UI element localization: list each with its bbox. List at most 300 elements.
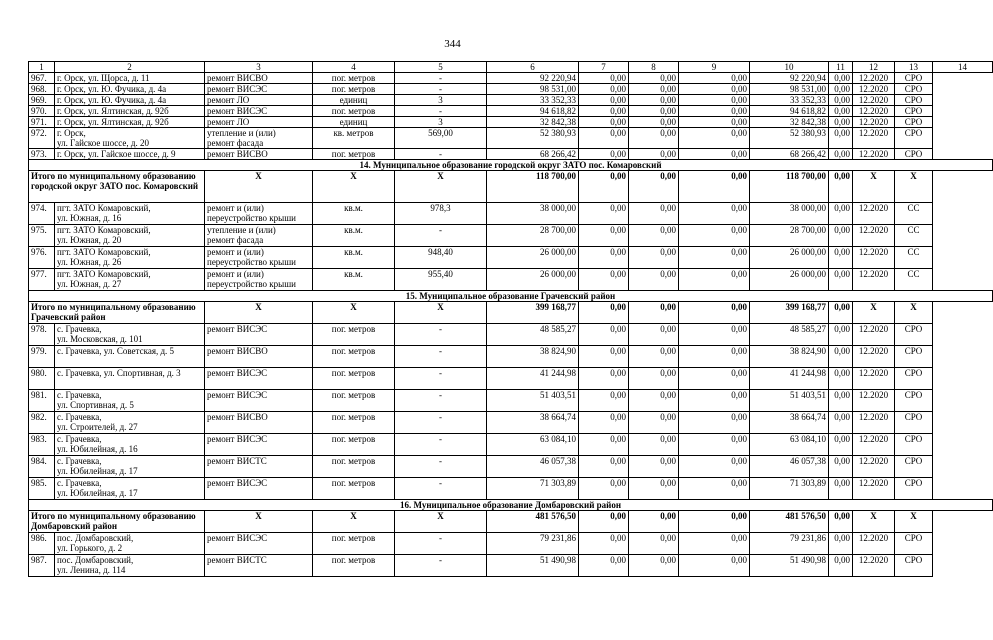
subtotal-row — [29, 511, 993, 533]
row-number: 971. — [29, 117, 55, 128]
row-number: 986. — [29, 533, 55, 555]
cell-line: ремонт ВИСВО — [207, 412, 268, 422]
table-row — [29, 533, 993, 555]
quantity-cell: - — [395, 149, 487, 160]
cell-line: ул. Ленина, д. 114 — [57, 565, 126, 575]
row-number: 972. — [29, 128, 55, 149]
cell-total: 33 352,33 — [487, 95, 579, 106]
work-type-cell — [205, 412, 313, 434]
cell-amount: 0,00 — [629, 117, 679, 128]
cell-amount: 94 618,82 — [750, 106, 829, 117]
cell-amount: 0,00 — [829, 346, 853, 368]
unit-cell: пог. метров — [313, 478, 395, 500]
cell-line: г. Орск, ул. Ялтинская, д. 92б — [57, 106, 169, 116]
cell-amount: 0,00 — [679, 368, 750, 390]
address-cell — [55, 324, 205, 346]
unit-cell: кв. метров — [313, 128, 395, 149]
cell-line: ремонт и (или) — [207, 203, 264, 213]
cell-line: ремонт и (или) — [207, 269, 264, 279]
cell-line: ремонт ВИСВО — [207, 346, 268, 356]
cell-total: 26 000,00 — [487, 247, 579, 269]
column-number: 8 — [629, 62, 679, 73]
cell-line: г. Орск, ул. Ю. Фучика, д. 4а — [57, 95, 167, 105]
cell-line: ремонт ВИСЭС — [207, 434, 268, 444]
work-type-cell — [205, 269, 313, 291]
cell-x: X — [853, 511, 895, 533]
funding-source: СРО — [895, 555, 933, 577]
cell-line: г. Орск, ул. Ю. Фучика, д. 4а — [57, 84, 167, 94]
cell-line: ул. Южная, д. 20 — [57, 235, 122, 245]
cell-amount: 71 303,89 — [750, 478, 829, 500]
subtotal-label: Итого по муниципальному образованию городской округ ЗАТО пос. Комаровский — [29, 171, 205, 203]
work-type-cell — [205, 456, 313, 478]
cell-line: г. Орск, ул. Ялтинская, д. 92б — [57, 117, 169, 127]
cell-amount: 26 000,00 — [750, 269, 829, 291]
funding-source: СРО — [895, 106, 933, 117]
work-type-cell — [205, 478, 313, 500]
quantity-cell: 955,40 — [395, 269, 487, 291]
cell-line: пгт. ЗАТО Комаровский, — [57, 203, 151, 213]
column-number: 9 — [679, 62, 750, 73]
cell-line: утепление и (или) — [207, 128, 276, 138]
cell-amount: 0,00 — [829, 128, 853, 149]
cell-amount: 481 576,50 — [750, 511, 829, 533]
column-number: 12 — [853, 62, 895, 73]
table-row — [29, 368, 993, 390]
column-number: 6 — [487, 62, 579, 73]
cell-amount: 0,00 — [829, 412, 853, 434]
cell-line: пгт. ЗАТО Комаровский, — [57, 225, 151, 235]
cell-line: ремонт ВИСТС — [207, 456, 267, 466]
cell-total: 26 000,00 — [487, 269, 579, 291]
unit-cell: пог. метров — [313, 106, 395, 117]
funding-source: СРО — [895, 73, 933, 84]
cell-amount: 38 664,74 — [750, 412, 829, 434]
cell-total: 46 057,38 — [487, 456, 579, 478]
program-table — [28, 61, 993, 577]
cell-total: 51 490,98 — [487, 555, 579, 577]
work-type-cell — [205, 225, 313, 247]
row-number: 975. — [29, 225, 55, 247]
address-cell — [55, 149, 205, 160]
address-cell — [55, 73, 205, 84]
completion-date: 12.2020 — [853, 247, 895, 269]
cell-amount: 51 403,51 — [750, 390, 829, 412]
address-cell — [55, 412, 205, 434]
cell-amount: 0,00 — [679, 84, 750, 95]
section-heading-row — [29, 500, 993, 511]
cell-line: пос. Домбаровский, — [57, 533, 134, 543]
cell-amount: 0,00 — [829, 511, 853, 533]
cell-amount: 0,00 — [629, 533, 679, 555]
cell-total: 52 380,93 — [487, 128, 579, 149]
cell-amount: 0,00 — [579, 456, 629, 478]
cell-total: 38 824,90 — [487, 346, 579, 368]
unit-cell: пог. метров — [313, 456, 395, 478]
cell-amount: 51 490,98 — [750, 555, 829, 577]
row-number: 983. — [29, 434, 55, 456]
cell-amount: 28 700,00 — [750, 225, 829, 247]
completion-date: 12.2020 — [853, 106, 895, 117]
cell-amount: 0,00 — [679, 324, 750, 346]
unit-cell: пог. метров — [313, 412, 395, 434]
cell-line: ремонт ВИСЭС — [207, 106, 268, 116]
cell-amount: 48 585,27 — [750, 324, 829, 346]
cell-amount: 0,00 — [829, 368, 853, 390]
cell-line: ул. Строителей, д. 27 — [57, 422, 138, 432]
cell-amount: 0,00 — [629, 456, 679, 478]
cell-total: 481 576,50 — [487, 511, 579, 533]
cell-amount: 41 244,98 — [750, 368, 829, 390]
cell-amount: 0,00 — [629, 434, 679, 456]
cell-amount: 0,00 — [829, 84, 853, 95]
cell-x: X — [313, 171, 395, 203]
cell-amount: 0,00 — [829, 73, 853, 84]
address-cell — [55, 269, 205, 291]
cell-amount: 0,00 — [829, 390, 853, 412]
row-number: 976. — [29, 247, 55, 269]
funding-source: СРО — [895, 324, 933, 346]
work-type-cell — [205, 368, 313, 390]
table-row — [29, 555, 993, 577]
cell-line: с. Грачевка, — [57, 456, 102, 466]
cell-x: X — [395, 171, 487, 203]
funding-source: СС — [895, 203, 933, 225]
cell-amount: 0,00 — [829, 171, 853, 203]
quantity-cell: - — [395, 555, 487, 577]
cell-amount: 0,00 — [829, 95, 853, 106]
quantity-cell: 978,3 — [395, 203, 487, 225]
unit-cell: пог. метров — [313, 390, 395, 412]
work-type-cell — [205, 203, 313, 225]
completion-date: 12.2020 — [853, 368, 895, 390]
table-row — [29, 149, 993, 160]
completion-date: 12.2020 — [853, 269, 895, 291]
address-cell — [55, 247, 205, 269]
completion-date: 12.2020 — [853, 533, 895, 555]
work-type-cell — [205, 84, 313, 95]
cell-line: ул. Юбилейная, д. 17 — [57, 488, 138, 498]
work-type-cell — [205, 117, 313, 128]
column-number: 7 — [579, 62, 629, 73]
cell-amount: 0,00 — [679, 128, 750, 149]
column-number: 13 — [895, 62, 933, 73]
cell-total: 38 000,00 — [487, 203, 579, 225]
cell-amount: 0,00 — [629, 478, 679, 500]
cell-amount: 0,00 — [579, 225, 629, 247]
cell-amount: 0,00 — [579, 533, 629, 555]
completion-date: 12.2020 — [853, 412, 895, 434]
cell-line: ул. Южная, д. 16 — [57, 213, 122, 223]
cell-amount: 0,00 — [679, 171, 750, 203]
row-number: 987. — [29, 555, 55, 577]
work-type-cell — [205, 149, 313, 160]
cell-amount: 0,00 — [579, 149, 629, 160]
cell-amount: 0,00 — [629, 412, 679, 434]
cell-amount: 0,00 — [679, 412, 750, 434]
cell-amount: 0,00 — [679, 478, 750, 500]
row-number: 984. — [29, 456, 55, 478]
row-number: 979. — [29, 346, 55, 368]
cell-amount: 0,00 — [579, 269, 629, 291]
cell-amount: 0,00 — [579, 478, 629, 500]
quantity-cell: - — [395, 533, 487, 555]
cell-x: X — [895, 511, 933, 533]
cell-amount: 0,00 — [629, 302, 679, 324]
cell-x: X — [853, 171, 895, 203]
cell-amount: 0,00 — [829, 302, 853, 324]
cell-amount: 0,00 — [829, 225, 853, 247]
cell-amount: 0,00 — [629, 149, 679, 160]
subtotal-row — [29, 171, 993, 203]
cell-line: ремонт ВИСЭС — [207, 324, 268, 334]
cell-line: ремонт ВИСЭС — [207, 368, 268, 378]
cell-amount: 0,00 — [629, 95, 679, 106]
table-row — [29, 478, 993, 500]
cell-amount: 0,00 — [579, 346, 629, 368]
unit-cell: кв.м. — [313, 247, 395, 269]
column-number: 3 — [205, 62, 313, 73]
cell-amount: 0,00 — [579, 106, 629, 117]
row-number: 968. — [29, 84, 55, 95]
cell-amount: 0,00 — [679, 533, 750, 555]
cell-line: ремонт ВИСВО — [207, 73, 268, 83]
address-cell — [55, 84, 205, 95]
address-cell — [55, 128, 205, 149]
column-number: 10 — [750, 62, 829, 73]
funding-source: СС — [895, 225, 933, 247]
section-heading-row — [29, 160, 993, 171]
cell-line: переустройство крыши — [207, 257, 296, 267]
funding-source: СРО — [895, 390, 933, 412]
completion-date: 12.2020 — [853, 456, 895, 478]
completion-date: 12.2020 — [853, 84, 895, 95]
cell-amount: 0,00 — [829, 324, 853, 346]
table-row — [29, 247, 993, 269]
completion-date: 12.2020 — [853, 128, 895, 149]
table-row — [29, 324, 993, 346]
work-type-cell — [205, 106, 313, 117]
cell-line: ремонт фасада — [207, 138, 264, 148]
cell-amount: 98 531,00 — [750, 84, 829, 95]
cell-line: ул. Южная, д. 27 — [57, 279, 122, 289]
cell-amount: 0,00 — [629, 106, 679, 117]
funding-source: СРО — [895, 346, 933, 368]
cell-amount: 399 168,77 — [750, 302, 829, 324]
unit-cell: пог. метров — [313, 346, 395, 368]
cell-line: ремонт ВИСЭС — [207, 478, 268, 488]
funding-source: СРО — [895, 95, 933, 106]
subtotal-label: Итого по муниципальному образованию Грачевский район — [29, 302, 205, 324]
funding-source: СРО — [895, 434, 933, 456]
cell-total: 63 084,10 — [487, 434, 579, 456]
cell-line: пгт. ЗАТО Комаровский, — [57, 269, 151, 279]
table-row — [29, 434, 993, 456]
address-cell — [55, 533, 205, 555]
row-number: 978. — [29, 324, 55, 346]
cell-total: 118 700,00 — [487, 171, 579, 203]
work-type-cell — [205, 247, 313, 269]
table-row — [29, 412, 993, 434]
quantity-cell: - — [395, 84, 487, 95]
cell-amount: 0,00 — [579, 390, 629, 412]
cell-amount: 0,00 — [579, 555, 629, 577]
cell-amount: 33 352,33 — [750, 95, 829, 106]
address-cell — [55, 368, 205, 390]
column-number: 5 — [395, 62, 487, 73]
funding-source: СРО — [895, 149, 933, 160]
address-cell — [55, 225, 205, 247]
cell-line: ул. Спортивная, д. 5 — [57, 400, 134, 410]
table-row — [29, 203, 993, 225]
unit-cell: пог. метров — [313, 434, 395, 456]
cell-amount: 0,00 — [679, 117, 750, 128]
cell-amount: 63 084,10 — [750, 434, 829, 456]
cell-amount: 0,00 — [829, 149, 853, 160]
cell-line: ремонт ВИСЭС — [207, 390, 268, 400]
cell-amount: 0,00 — [829, 456, 853, 478]
cell-total: 41 244,98 — [487, 368, 579, 390]
section-heading-row — [29, 291, 993, 302]
cell-amount: 0,00 — [679, 456, 750, 478]
address-cell — [55, 106, 205, 117]
completion-date: 12.2020 — [853, 346, 895, 368]
funding-source: СРО — [895, 478, 933, 500]
cell-x: X — [853, 302, 895, 324]
cell-line: ул. Юбилейная, д. 17 — [57, 466, 138, 476]
cell-amount: 0,00 — [629, 171, 679, 203]
cell-line: ремонт ВИСЭС — [207, 84, 268, 94]
work-type-cell — [205, 128, 313, 149]
completion-date: 12.2020 — [853, 478, 895, 500]
cell-amount: 0,00 — [629, 128, 679, 149]
cell-line: ремонт фасада — [207, 235, 264, 245]
cell-total: 92 220,94 — [487, 73, 579, 84]
cell-x: X — [205, 171, 313, 203]
section-heading: 15. Муниципальное образование Грачевский район — [29, 291, 993, 302]
unit-cell: пог. метров — [313, 324, 395, 346]
column-number: 11 — [829, 62, 853, 73]
quantity-cell: - — [395, 324, 487, 346]
unit-cell: кв.м. — [313, 225, 395, 247]
unit-cell: пог. метров — [313, 149, 395, 160]
cell-x: X — [395, 302, 487, 324]
cell-amount: 38 824,90 — [750, 346, 829, 368]
cell-amount: 0,00 — [579, 412, 629, 434]
cell-line: ремонт ВИСЭС — [207, 533, 268, 543]
unit-cell: кв.м. — [313, 203, 395, 225]
cell-amount: 0,00 — [579, 128, 629, 149]
unit-cell: единиц — [313, 95, 395, 106]
completion-date: 12.2020 — [853, 390, 895, 412]
cell-amount: 0,00 — [579, 368, 629, 390]
cell-amount: 0,00 — [579, 84, 629, 95]
cell-amount: 0,00 — [629, 247, 679, 269]
column-number: 14 — [933, 62, 993, 73]
cell-line: ул. Южная, д. 26 — [57, 257, 122, 267]
address-cell — [55, 203, 205, 225]
cell-x: X — [205, 302, 313, 324]
table-row — [29, 225, 993, 247]
table-body — [29, 62, 993, 577]
work-type-cell — [205, 533, 313, 555]
cell-line: переустройство крыши — [207, 279, 296, 289]
section-heading: 16. Муниципальное образование Домбаровский район — [29, 500, 993, 511]
quantity-cell: - — [395, 478, 487, 500]
cell-line: с. Грачевка, — [57, 324, 102, 334]
cell-total: 79 231,86 — [487, 533, 579, 555]
funding-source: СРО — [895, 84, 933, 95]
header-row — [29, 62, 993, 73]
row-number: 969. — [29, 95, 55, 106]
table-row — [29, 117, 993, 128]
cell-amount: 0,00 — [679, 106, 750, 117]
cell-total: 71 303,89 — [487, 478, 579, 500]
cell-amount: 0,00 — [679, 346, 750, 368]
cell-amount: 92 220,94 — [750, 73, 829, 84]
cell-amount: 0,00 — [579, 171, 629, 203]
cell-amount: 0,00 — [629, 390, 679, 412]
work-type-cell — [205, 324, 313, 346]
cell-line: ремонт и (или) — [207, 247, 264, 257]
cell-amount: 0,00 — [629, 269, 679, 291]
quantity-cell: - — [395, 346, 487, 368]
cell-amount: 0,00 — [579, 73, 629, 84]
section-heading: 14. Муниципальное образование городской округ ЗАТО пос. Комаровский — [29, 160, 993, 171]
cell-amount: 0,00 — [579, 511, 629, 533]
table-row — [29, 106, 993, 117]
work-type-cell — [205, 390, 313, 412]
cell-line: переустройство крыши — [207, 213, 296, 223]
cell-amount: 0,00 — [679, 225, 750, 247]
quantity-cell: 948,40 — [395, 247, 487, 269]
unit-cell: пог. метров — [313, 533, 395, 555]
cell-amount: 0,00 — [629, 555, 679, 577]
cell-amount: 0,00 — [579, 434, 629, 456]
completion-date: 12.2020 — [853, 203, 895, 225]
address-cell — [55, 117, 205, 128]
column-number: 2 — [55, 62, 205, 73]
table-row — [29, 128, 993, 149]
cell-amount: 0,00 — [829, 247, 853, 269]
cell-amount: 0,00 — [829, 203, 853, 225]
cell-x: X — [205, 511, 313, 533]
table-row — [29, 456, 993, 478]
cell-amount: 0,00 — [679, 95, 750, 106]
cell-line: г. Орск, ул. Гайское шоссе, д. 9 — [57, 149, 176, 159]
cell-amount: 0,00 — [579, 117, 629, 128]
unit-cell: единиц — [313, 117, 395, 128]
unit-cell: пог. метров — [313, 73, 395, 84]
cell-x: X — [313, 511, 395, 533]
quantity-cell: - — [395, 434, 487, 456]
cell-line: ремонт ВИСТС — [207, 555, 267, 565]
cell-line: с. Грачевка, — [57, 390, 102, 400]
address-cell — [55, 346, 205, 368]
cell-x: X — [895, 302, 933, 324]
cell-amount: 0,00 — [579, 324, 629, 346]
quantity-cell: - — [395, 106, 487, 117]
cell-amount: 0,00 — [829, 117, 853, 128]
cell-amount: 0,00 — [679, 269, 750, 291]
cell-amount: 26 000,00 — [750, 247, 829, 269]
cell-line: ул. Гайское шоссе, д. 20 — [57, 138, 149, 148]
row-number: 981. — [29, 390, 55, 412]
cell-amount: 0,00 — [579, 95, 629, 106]
funding-source: СРО — [895, 456, 933, 478]
address-cell — [55, 95, 205, 106]
work-type-cell — [205, 73, 313, 84]
